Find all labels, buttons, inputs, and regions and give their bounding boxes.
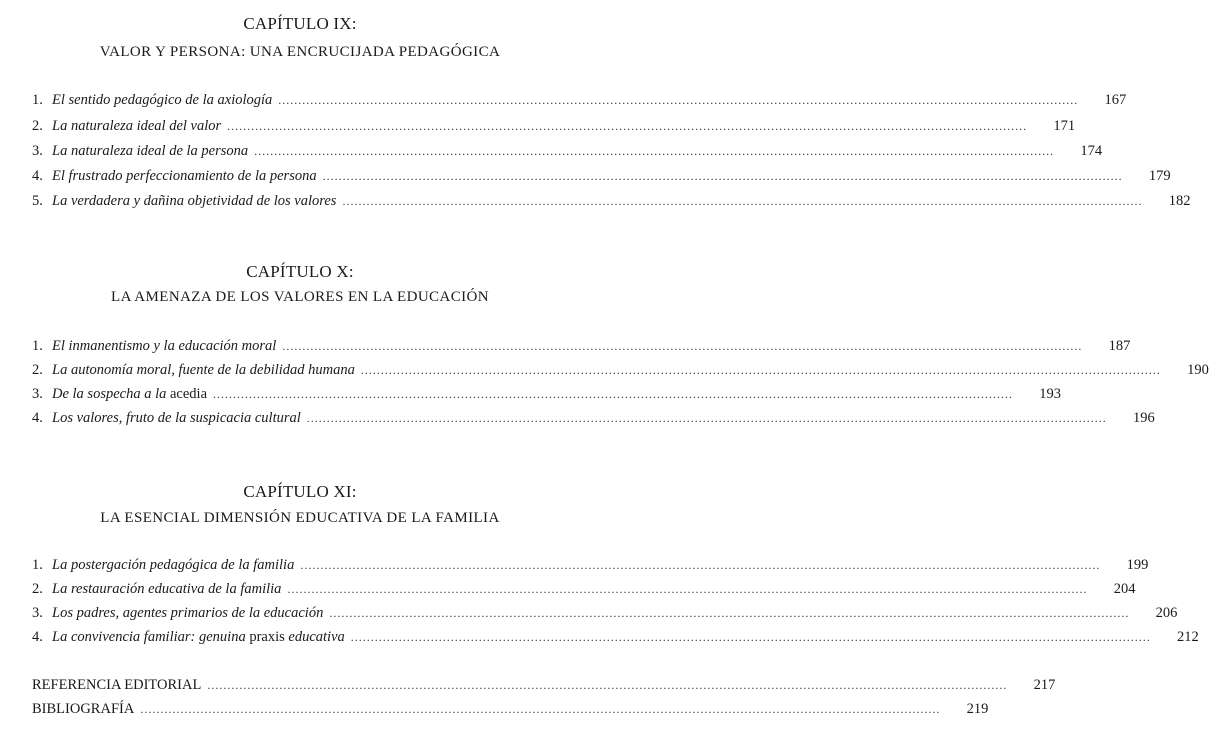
- toc-entry: [32, 557, 1149, 577]
- leader-dots: ........................................................................................................................................................................................................: [329, 606, 1130, 620]
- leader-dots: ........................................................................................................................................................................................................: [227, 119, 1028, 133]
- entry-title: [52, 629, 351, 646]
- chapter-subtitle-xi: LA ESENCIAL DIMENSIÓN EDUCATIVA DE LA FAMILIA: [100, 510, 500, 526]
- entry-number: 3.: [32, 605, 43, 621]
- leader-dots: ........................................................................................................................................................................................................: [282, 339, 1083, 353]
- entry-number: 3.: [32, 143, 43, 159]
- toc-entry: [32, 338, 1131, 358]
- leader-dots: ........................................................................................................................................................................................................: [306, 411, 1107, 425]
- entry-page: 179: [1148, 168, 1171, 184]
- toc-entry: [32, 605, 1178, 625]
- entry-title: La verdadera y dañina objetividad de los valores: [52, 193, 337, 209]
- entry-number: 4.: [32, 410, 43, 426]
- entry-page: 219: [966, 701, 989, 717]
- chapter-subtitle-ix: VALOR Y PERSONA: UNA ENCRUCIJADA PEDAGÓGICA: [99, 44, 501, 60]
- entry-number: 2.: [32, 581, 43, 597]
- entry-title: La naturaleza ideal del valor: [52, 118, 222, 134]
- toc-entry: [32, 92, 1127, 112]
- leader-dots: ........................................................................................................................................................................................................: [300, 558, 1101, 572]
- leader-dots: ........................................................................................................................................................................................................: [140, 702, 941, 716]
- entry-number: 5.: [32, 193, 43, 209]
- leader-dots: ........................................................................................................................................................................................................: [322, 169, 1123, 183]
- entry-page: 204: [1113, 581, 1136, 597]
- entry-page: 182: [1168, 193, 1191, 209]
- entry-number: 4.: [32, 168, 43, 184]
- entry-title: Los padres, agentes primarios de la educación: [52, 605, 324, 621]
- entry-page: 217: [1033, 677, 1056, 693]
- chapter-heading-x: CAPÍTULO X:: [246, 262, 354, 281]
- entry-title-italic: De la sospecha a la: [52, 386, 170, 402]
- chapter-heading-xi: CAPÍTULO XI:: [243, 482, 357, 501]
- entry-number: 2.: [32, 118, 43, 134]
- entry-page: 167: [1104, 92, 1127, 108]
- toc-entry: [32, 386, 1062, 406]
- entry-number: 4.: [32, 629, 43, 645]
- toc-entry-references: [32, 677, 1056, 697]
- entry-title: El frustrado perfeccionamiento de la persona: [52, 168, 317, 184]
- entry-number: 1.: [32, 338, 43, 354]
- entry-title: [52, 386, 213, 403]
- leader-dots: ........................................................................................................................................................................................................: [254, 144, 1055, 158]
- entry-title: La naturaleza ideal de la persona: [52, 143, 249, 159]
- leader-dots: ........................................................................................................................................................................................................: [213, 387, 1014, 401]
- leader-dots: ........................................................................................................................................................................................................: [350, 630, 1151, 644]
- entry-number: 1.: [32, 557, 43, 573]
- entry-page: 174: [1080, 143, 1103, 159]
- entry-page: 171: [1053, 118, 1076, 134]
- entry-title: REFERENCIA EDITORIAL: [32, 677, 202, 693]
- toc-entry: [32, 410, 1155, 430]
- leader-dots: ........................................................................................................................................................................................................: [360, 363, 1161, 377]
- leader-dots: ........................................................................................................................................................................................................: [278, 93, 1079, 107]
- toc-entry: [32, 193, 1191, 213]
- entry-number: 3.: [32, 386, 43, 402]
- leader-dots: ........................................................................................................................................................................................................: [287, 582, 1088, 596]
- toc-entry: [32, 581, 1136, 601]
- entry-title-roman: acedia: [170, 386, 208, 402]
- entry-number: 2.: [32, 362, 43, 378]
- toc-entry-bibliography: [32, 701, 989, 721]
- entry-page: 190: [1187, 362, 1209, 378]
- toc-entry: [32, 143, 1103, 163]
- entry-title: La postergación pedagógica de la familia: [52, 557, 295, 573]
- entry-title: La autonomía moral, fuente de la debilidad humana: [52, 362, 355, 378]
- entry-title: BIBLIOGRAFÍA: [32, 701, 135, 717]
- leader-dots: ........................................................................................................................................................................................................: [342, 194, 1143, 208]
- entry-title: La restauración educativa de la familia: [52, 581, 282, 597]
- chapter-heading-ix: CAPÍTULO IX:: [243, 14, 357, 33]
- entry-number: 1.: [32, 92, 43, 108]
- entry-page: 212: [1177, 629, 1199, 645]
- toc-entry: [32, 118, 1076, 138]
- toc-entry: [32, 629, 1199, 649]
- entry-page: 187: [1108, 338, 1131, 354]
- entry-title: El inmanentismo y la educación moral: [52, 338, 277, 354]
- entry-page: 199: [1126, 557, 1149, 573]
- entry-page: 193: [1039, 386, 1062, 402]
- entry-title-italic: La convivencia familiar: genuina: [52, 629, 250, 645]
- entry-title: El sentido pedagógico de la axiología: [52, 92, 273, 108]
- entry-title: Los valores, fruto de la suspicacia cultural: [52, 410, 301, 426]
- chapter-subtitle-x: LA AMENAZA DE LOS VALORES EN LA EDUCACIÓN: [111, 289, 489, 305]
- toc-entry: [32, 168, 1171, 188]
- entry-title-italic-end: educativa: [284, 629, 345, 645]
- entry-page: 206: [1155, 605, 1178, 621]
- entry-title-roman: praxis: [249, 629, 285, 645]
- toc-entry: [32, 362, 1209, 382]
- leader-dots: ........................................................................................................................................................................................................: [207, 678, 1008, 692]
- entry-page: 196: [1133, 410, 1155, 426]
